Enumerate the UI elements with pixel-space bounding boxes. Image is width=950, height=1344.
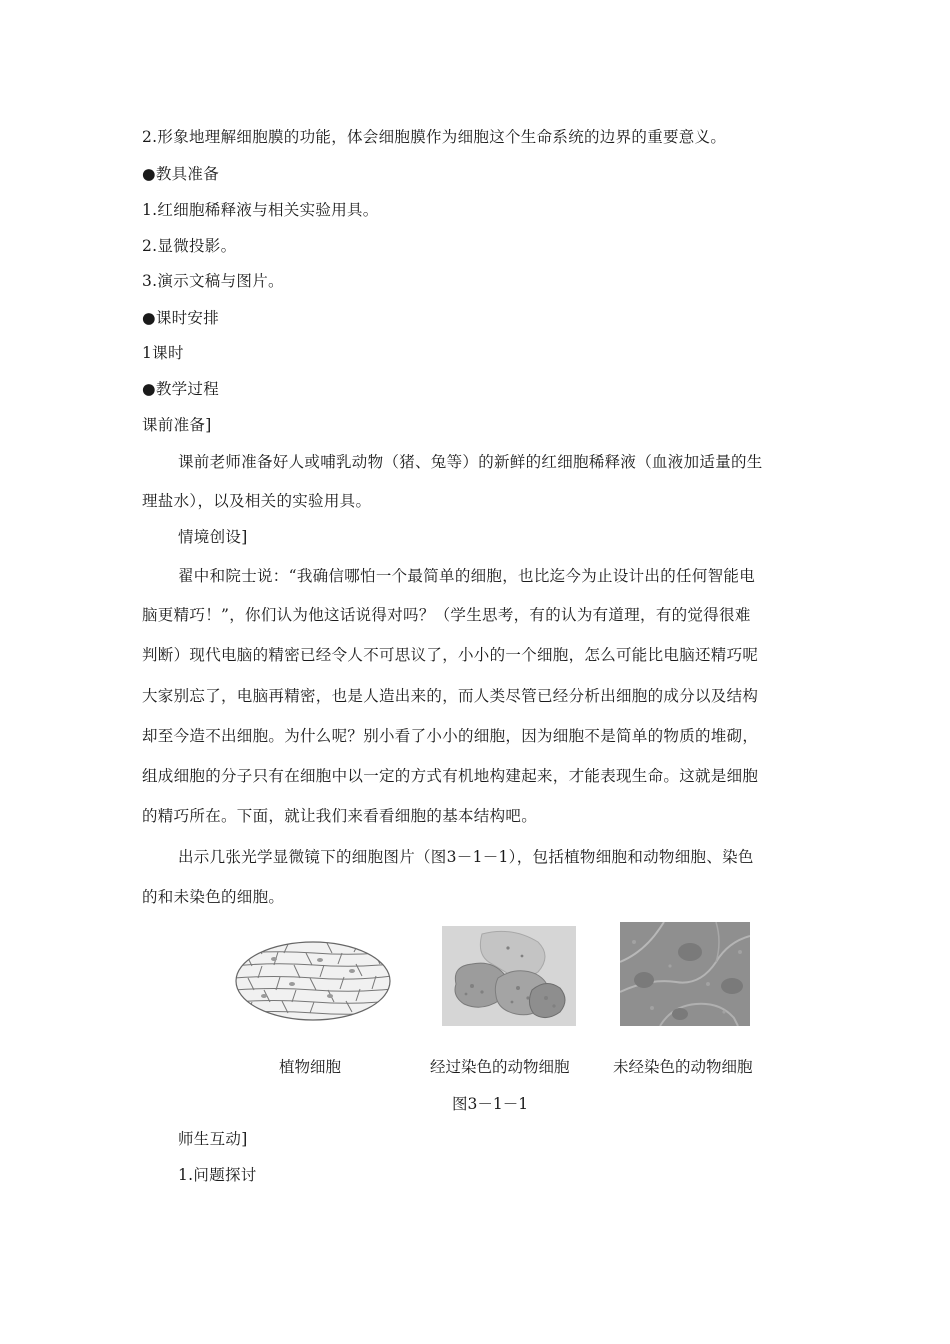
paragraph-line: 大家别忘了，电脑再精密，也是人造出来的，而人类尽管已经分析出细胞的成分以及结构	[142, 687, 759, 705]
section-scenario: 情境创设]	[178, 528, 248, 546]
subsection-question: 1.问题探讨	[178, 1166, 257, 1184]
figure-label: 图3－1－1	[452, 1095, 529, 1113]
caption-plant-cell: 植物细胞	[279, 1058, 342, 1076]
paragraph-line: 组成细胞的分子只有在细胞中以一定的方式有机地构建起来，才能表现生命。这就是细胞	[142, 767, 759, 785]
heading-schedule: ●课时安排	[142, 309, 220, 327]
paragraph-line: 的精巧所在。下面，就让我们来看看细胞的基本结构吧。	[142, 807, 538, 825]
aid-1: 1.红细胞稀释液与相关实验用具。	[142, 201, 379, 219]
heading-process: ●教学过程	[142, 380, 220, 398]
heading-teaching-aids: ●教具准备	[142, 165, 220, 183]
aid-3: 3.演示文稿与图片。	[142, 272, 284, 290]
caption-unstained-cell: 未经染色的动物细胞	[613, 1058, 753, 1076]
section-preparation: 课前准备]	[142, 416, 212, 434]
paragraph-line: 理盐水），以及相关的实验用具。	[142, 492, 372, 510]
paragraph-line: 却至今造不出细胞。为什么呢？别小看了小小的细胞，因为细胞不是简单的物质的堆砌，	[142, 727, 759, 745]
paragraph-line: 脑更精巧！”，你们认为他这话说得对吗？（学生思考，有的认为有道理，有的觉得很难	[142, 606, 751, 624]
unstained-animal-cell-image	[620, 922, 750, 1026]
paragraph-line: 出示几张光学显微镜下的细胞图片（图3－1－1），包括植物细胞和动物细胞、染色	[178, 848, 754, 866]
caption-stained-cell: 经过染色的动物细胞	[430, 1058, 570, 1076]
paragraph-line: 课前老师准备好人或哺乳动物（猪、兔等）的新鲜的红细胞稀释液（血液加适量的生	[178, 453, 763, 471]
objective-2: 2.形象地理解细胞膜的功能，体会细胞膜作为细胞这个生命系统的边界的重要意义。	[142, 128, 727, 146]
plant-cell-image	[234, 940, 392, 1022]
paragraph-line: 翟中和院士说：“我确信哪怕一个最简单的细胞，也比迄今为止设计出的任何智能电	[178, 567, 756, 585]
stained-animal-cell-image	[442, 926, 576, 1026]
section-interaction: 师生互动]	[178, 1130, 248, 1148]
paragraph-line: 的和未染色的细胞。	[142, 888, 285, 906]
schedule-value: 1课时	[142, 344, 184, 362]
paragraph-line: 判断）现代电脑的精密已经令人不可思议了，小小的一个细胞，怎么可能比电脑还精巧呢	[142, 646, 759, 664]
aid-2: 2.显微投影。	[142, 237, 237, 255]
